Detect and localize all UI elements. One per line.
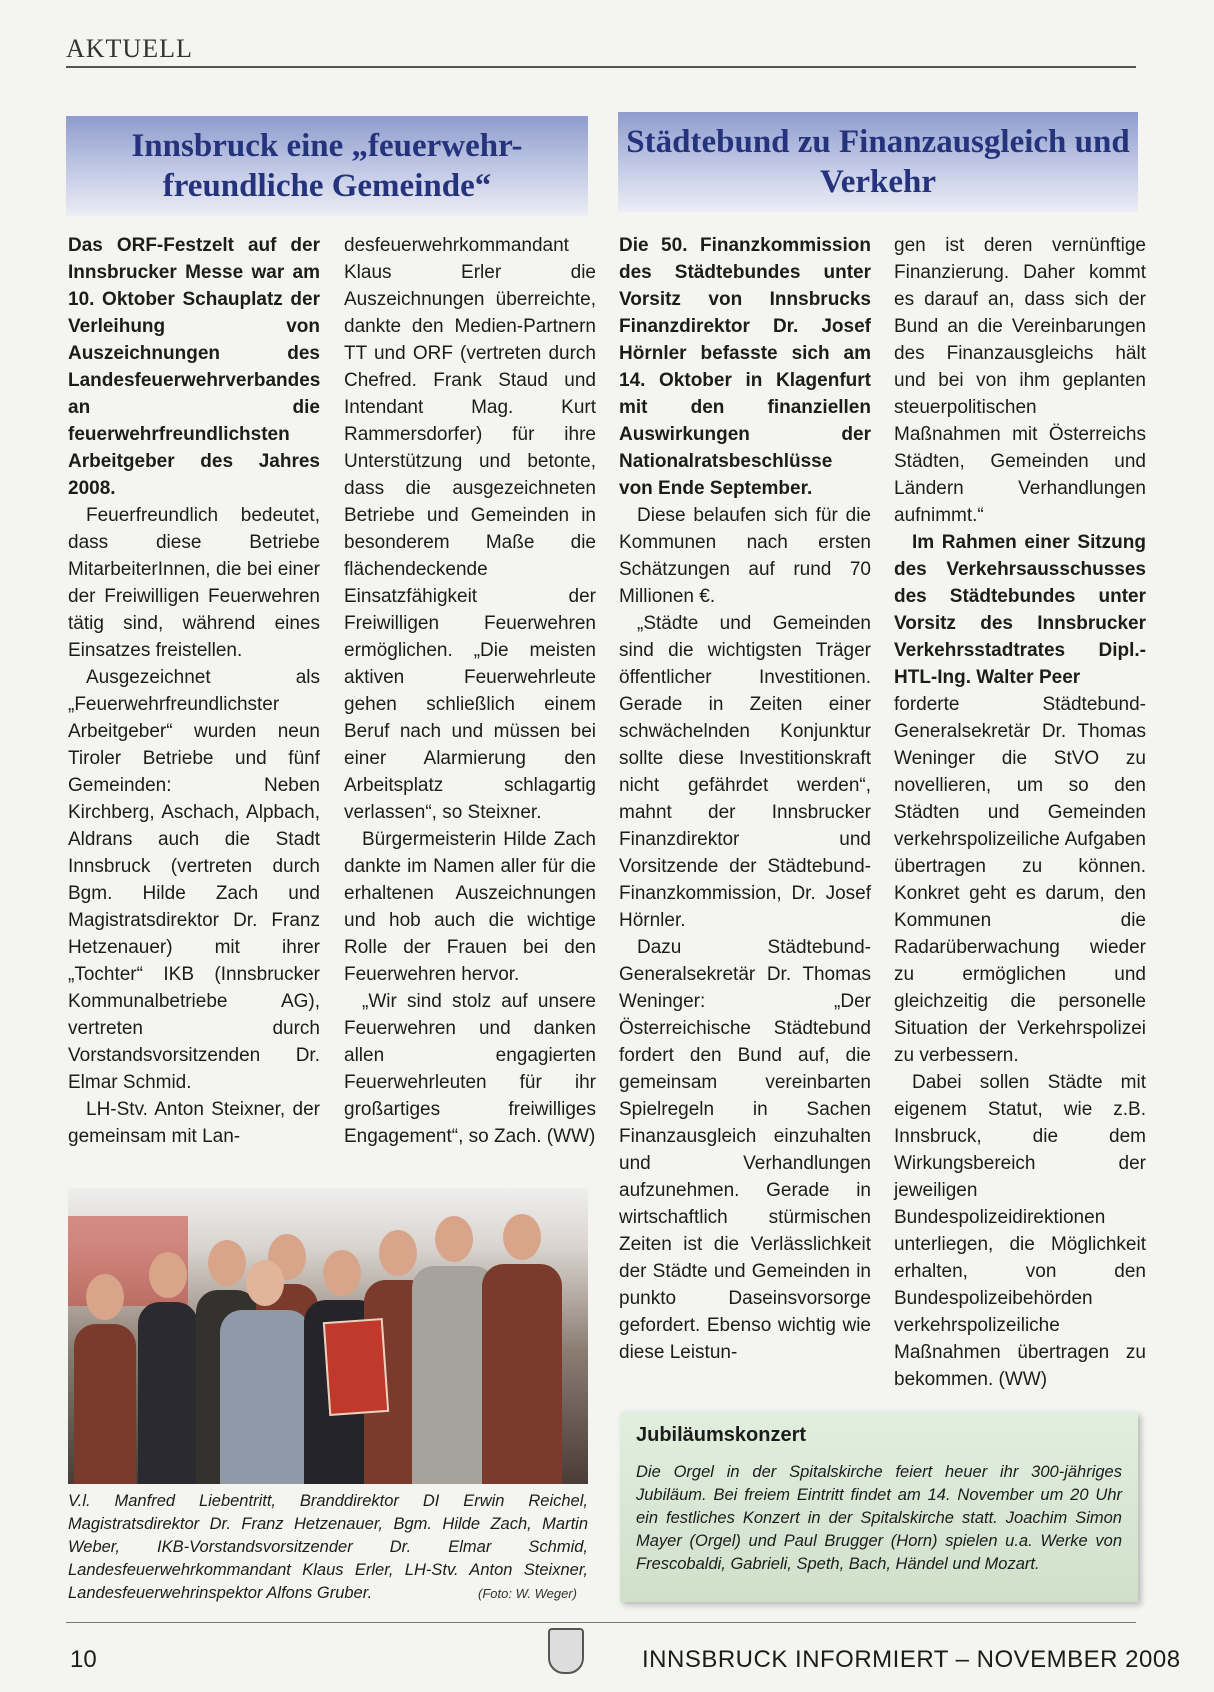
bottom-divider <box>66 1622 1136 1623</box>
article-left-column-1 <box>68 232 320 1150</box>
article-right-paragraph: Dazu Städtebund-Generalsekretär Dr. Thomas Weninger: „Der Österreichische Städtebund fordert den Bund auf, die gemeinsam vereinbarten Spielregeln in Sachen Finanzausgleich einzuhalten und Verhandlungen aufzunehmen. Gerade in wirtschaftlich stürmischen Zeiten ist die Verlässlichkeit der Städte und Gemeinden in punkto Daseinsvorsorge gefordert. Ebenso wichtig wie diese Leistun- <box>619 937 871 1363</box>
headline-left: Innsbruck eine „feuerwehr-freundliche Gemeinde“ <box>131 128 523 204</box>
article-left-paragraph: desfeuerwehrkommandant Klaus Erler die Auszeichnungen überreichte, dankte den Medien-Partnern TT und ORF (vertreten durch Chefred. Frank Staud und Intendant Mag. Kurt Rammersdorfer) für ihre Unterstützung und betonte, dass die ausgezeichneten Betriebe und Gemeinden in besonderem Maße die flächendeckende Einsatzfähigkeit der Freiwilligen Feuerwehren ermöglichen. „Die meisten aktiven Feuerwehrleute gehen schließlich einem Beruf nach und müssen bei einer Alarmierung den Arbeitsplatz schlagartig verlassen“, so Steixner. <box>344 235 596 823</box>
article-left-paragraph: LH-Stv. Anton Steixner, der gemeinsam mit Lan- <box>68 1099 320 1147</box>
photo-caption: V.l. Manfred Liebentritt, Branddirektor DI Erwin Reichel, Magistratsdirektor Dr. Franz Hetzenauer, Bgm. Hilde Zach, Martin Weber, IKB-Vorstandsvorsitzender Dr. Elmar Schmid, Landesfeuerwehrkommandant Klaus Erler, LH-Stv. Anton Steixner, Landesfeuerwehrinspektor Alfons Gruber. <box>68 1492 588 1602</box>
article-right-paragraph: „Städte und Gemeinden sind die wichtigsten Träger öffentlicher Investitionen. Gerade in Zeiten einer schwächelnden Konjunktur sollte diese Investitionskraft nicht gefährdet werden“, mahnt der Innsbrucker Finanzdirektor und Vorsitzende der Städtebund-Finanzkommission, Dr. Josef Hörnler. <box>619 613 871 931</box>
city-crest-icon <box>548 1628 584 1674</box>
article-right-paragraph: Diese belaufen sich für die Kommunen nach ersten Schätzungen auf rund 70 Millionen €. <box>619 505 871 607</box>
concert-info-box <box>620 1412 1138 1602</box>
photo-person <box>138 1252 198 1484</box>
headline-right: Städtebund zu Finanzausgleich und Verkehr <box>626 124 1130 200</box>
article-right-column-1 <box>619 232 871 1366</box>
article-right-paragraph: forderte Städtebund-Generalsekretär Dr. Thomas Weninger die StVO zu novellieren, um so den Städten und Gemeinden verkehrspolizeiliche Aufgaben übertragen zu können. Konkret geht es darum, den Kommunen die Radarüberwachung wieder zu ermöglichen und gleichzeitig die personelle Situation der Verkehrspolizei zu verbessern. <box>894 694 1146 1066</box>
article-left-column-2 <box>344 232 596 1150</box>
info-box-text: Die Orgel in der Spitalskirche feiert heuer ihr 300-jähriges Jubiläum. Bei freiem Eintritt findet am 14. November um 20 Uhr ein festliches Konzert in der Spitalskirche statt. Joachim Simon Mayer (Orgel) und Paul Brugger (Horn) spielen u.a. Werke von Frescobaldi, Gabrieli, Speth, Bach, Händel und Mozart. <box>636 1463 1122 1573</box>
headline-left-box <box>66 116 588 216</box>
photo-person <box>482 1214 562 1484</box>
article-left-paragraph: Feuerfreundlich bedeutet, dass diese Betriebe MitarbeiterInnen, die bei einer der Freiwilligen Feuerwehren tätig sind, während eines Einsatzes freistellen. <box>68 505 320 661</box>
article-right-paragraph: gen ist deren vernünftige Finanzierung. Daher kommt es darauf an, dass sich der Bund an die Vereinbarungen des Finanzausgleichs hält und bei von ihm geplanten steuerpolitischen Maßnahmen mit Österreichs Städten, Gemeinden und Ländern Verhandlungen aufnimmt.“ <box>894 235 1146 526</box>
article-right-lead-2: Im Rahmen einer Sitzung des Verkehrsausschusses des Städtebundes unter Vorsitz des Innsbrucker Verkehrsstadtrates Dipl.-HTL-Ing. Walter Peer <box>894 532 1146 688</box>
award-certificate <box>323 1318 389 1416</box>
section-label: AKTUELL <box>66 34 193 63</box>
photo-credit: (Foto: W. Weger) <box>478 1586 577 1601</box>
publication-title: INNSBRUCK INFORMIERT – NOVEMBER 2008 <box>642 1646 1181 1673</box>
article-left-paragraph: „Wir sind stolz auf unsere Feuerwehren und danken allen engagierten Feuerwehrleuten für ihr großartiges freiwilliges Engagement“, so Zach. (WW) <box>344 991 596 1147</box>
page-number: 10 <box>70 1646 97 1673</box>
headline-right-box <box>618 112 1138 212</box>
article-left-paragraph: Ausgezeichnet als „Feuerwehrfreundlichster Arbeitgeber“ wurden neun Tiroler Betriebe und fünf Gemeinden: Neben Kirchberg, Aschach, Alpbach, Aldrans auch die Stadt Innsbruck (vertreten durch Bgm. Hilde Zach und Magistratsdirektor Dr. Franz Hetzenauer) mit ihrer „Tochter“ IKB (Innsbrucker Kommunalbetriebe AG), vertreten durch Vorstandsvorsitzenden Dr. Elmar Schmid. <box>68 667 320 1093</box>
article-right-paragraph: Dabei sollen Städte mit eigenem Statut, wie z.B. Innsbruck, die dem Wirkungsbereich der jeweiligen Bundespolizeidirektionen unterliegen, die Möglichkeit erhalten, von den Bundespolizeibehörden verkehrspolizeiliche Maßnahmen übertragen zu bekommen. (WW) <box>894 1072 1146 1390</box>
article-right-lead: Die 50. Finanzkommission des Städtebundes unter Vorsitz von Innsbrucks Finanzdirektor Dr. Josef Hörnler befasste sich am 14. Oktober in Klagenfurt mit den finanziellen Auswirkungen der Nationalratsbeschlüsse von Ende September. <box>619 235 871 499</box>
article-left-paragraph: Bürgermeisterin Hilde Zach dankte im Namen aller für die erhaltenen Auszeichnungen und hob auch die wichtige Rolle der Frauen bei den Feuerwehren hervor. <box>344 829 596 985</box>
article-left-lead: Das ORF-Festzelt auf der Innsbrucker Messe war am 10. Oktober Schauplatz der Verleihung von Auszeichnungen des Landesfeuerwehrverbandes an die feuerwehrfreundlichsten Arbeitgeber des Jahres 2008. <box>68 235 321 499</box>
top-divider <box>66 66 1136 68</box>
article-right-column-2 <box>894 232 1146 1393</box>
photo-person <box>220 1260 310 1484</box>
group-photo <box>68 1188 588 1484</box>
info-box-title: Jubiläumskonzert <box>636 1424 807 1446</box>
photo-person <box>74 1274 136 1484</box>
